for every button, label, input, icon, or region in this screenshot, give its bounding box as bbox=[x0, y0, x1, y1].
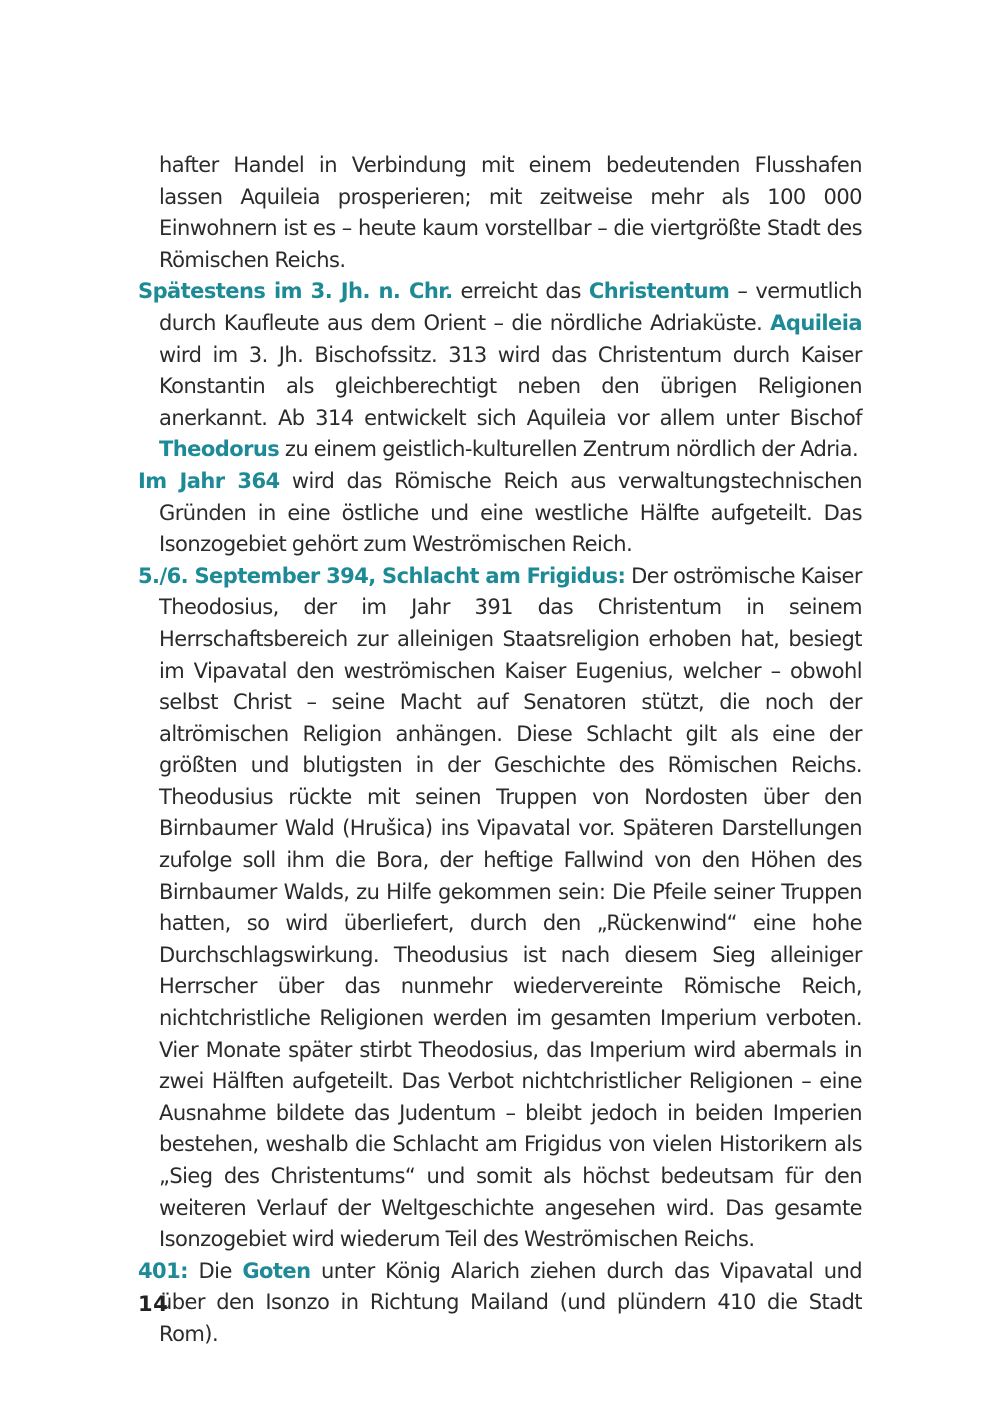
timeline-entry bbox=[138, 466, 862, 561]
timeline-entry bbox=[138, 561, 862, 1256]
highlight-term: 401: bbox=[138, 1258, 189, 1283]
entry-text: unter König Alarich ziehen durch das Vipavatal und über den Isonzo in Richtung Mailand (und plündern 410 die Stadt Rom). bbox=[159, 1258, 862, 1346]
highlight-term: Goten bbox=[242, 1258, 311, 1283]
highlight-term: Christentum bbox=[588, 279, 730, 304]
entry-text: erreicht das bbox=[452, 279, 589, 304]
highlight-term: Im Jahr 364 bbox=[138, 468, 280, 493]
entry-continuation bbox=[138, 150, 862, 276]
highlight-term: Aquileia bbox=[770, 310, 862, 335]
timeline-entry bbox=[138, 1256, 862, 1351]
entry-text: – vermutlich durch Kaufleute aus dem Orient – die nördliche Adriaküste. bbox=[159, 279, 862, 335]
entry-text: hafter Handel in Verbindung mit einem bedeutenden Flusshafen lassen Aquileia prosperieren; mit zeitweise mehr als 100 000 Einwohnern ist es – heute kaum vorstellbar – die viertgrößte Stadt des Römischen Reichs. bbox=[159, 153, 862, 272]
timeline-entry bbox=[138, 276, 862, 466]
entry-text: zu einem geistlich-kulturellen Zentrum nördlich der Adria. bbox=[279, 437, 859, 462]
entry-text: wird im 3. Jh. Bischofssitz. 313 wird das Christentum durch Kaiser Konstantin als gleichberechtigt neben den übrigen Religionen anerkannt. Ab 314 entwickelt sich Aquileia vor allem unter Bischof bbox=[159, 342, 862, 430]
page-body bbox=[138, 150, 862, 1351]
entry-text: Die bbox=[188, 1258, 243, 1283]
highlight-term: Theodorus bbox=[159, 437, 280, 462]
entry-text: Der oströmische Kaiser Theodosius, der im Jahr 391 das Christentum in seinem Herrschaftsbereich zur alleinigen Staatsreligion erhoben hat, besiegt im Vipavatal den weströmischen Kaiser Eugenius, welcher – obwohl selbst Christ – seine Macht auf Senatoren stützt, die noch der altrömischen Religion anhängen. Diese Schlacht gilt als eine der größten und blutigsten in der Geschichte des Römischen Reichs. Theodusius rückte mit seinen Truppen von Nordosten über den Birnbaumer Wald (Hrušica) ins Vipavatal vor. Späteren Darstellungen zufolge soll ihm die Bora, der heftige Fallwind von den Höhen des Birnbaumer Walds, zu Hilfe gekommen sein: Die Pfeile seiner Truppen hatten, so wird überliefert, durch den „Rückenwind“ eine hohe Durchschlagswirkung. Theodusius ist nach diesem Sieg alleiniger Herrscher über das nunmehr wiedervereinte Römische Reich, nichtchristliche Religionen werden im gesamten Imperium verboten. Vier Monate später stirbt Theodosius, das Imperium wird abermals in zwei Hälften aufgeteilt. Das Verbot nichtchristlicher Religionen – eine Ausnahme bildete das Judentum – bleibt jedoch in beiden Imperien bestehen, weshalb die Schlacht am Frigidus von vielen Historikern als „Sieg des Christentums“ und somit als höchst bedeutsam für den weiteren Verlauf der Weltgeschichte angesehen wird. Das gesamte Isonzogebiet wird wiederum Teil des Weströmischen Reichs. bbox=[159, 563, 862, 1252]
highlight-term: Spätestens im 3. Jh. n. Chr. bbox=[138, 279, 453, 304]
page-number: 14 bbox=[138, 1292, 169, 1316]
highlight-term: 5./6. September 394, Schlacht am Frigidus: bbox=[138, 563, 626, 588]
entry-text: wird das Römische Reich aus verwaltungstechnischen Gründen in eine östliche und eine westliche Hälfte aufgeteilt. Das Isonzogebiet gehört zum Weströmischen Reich. bbox=[159, 468, 862, 557]
